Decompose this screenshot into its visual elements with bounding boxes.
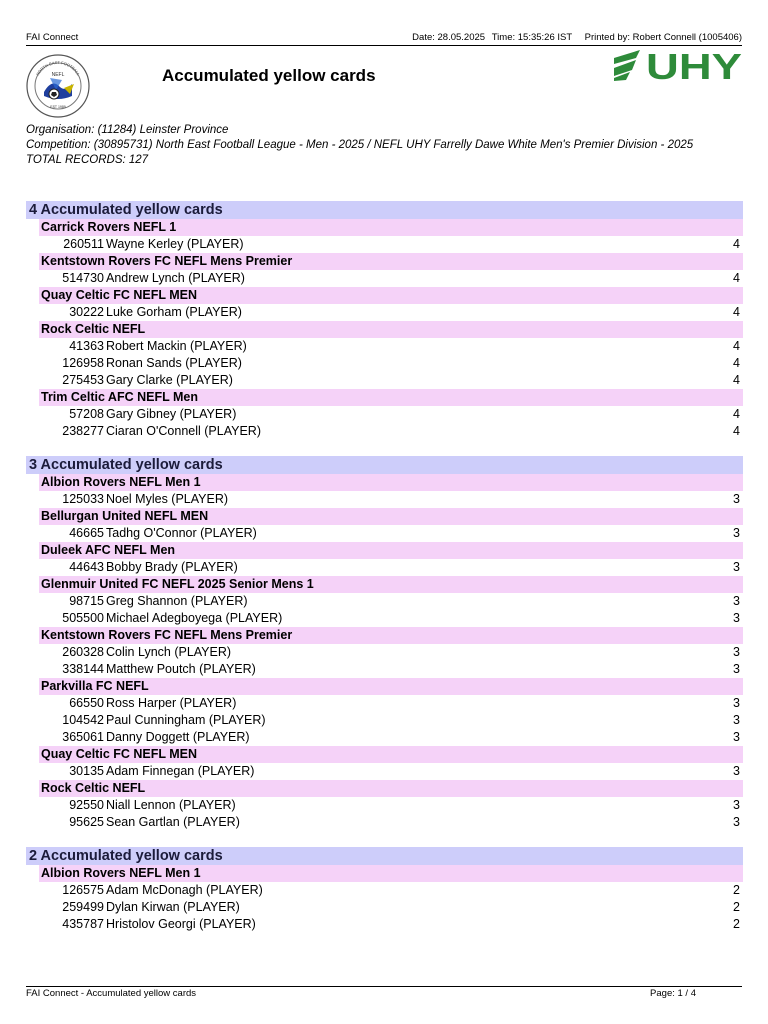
player-row	[26, 338, 743, 355]
player-row	[26, 372, 743, 389]
card-count: 3	[733, 560, 740, 574]
player-row	[26, 491, 743, 508]
player-row	[26, 525, 743, 542]
player-name: Luke Gorham (PLAYER)	[106, 305, 242, 319]
player-id: 92550	[69, 798, 104, 812]
player-row	[26, 899, 743, 916]
card-count: 3	[733, 713, 740, 727]
player-row	[26, 882, 743, 899]
player-row	[26, 355, 743, 372]
player-name: Greg Shannon (PLAYER)	[106, 594, 248, 608]
player-name: Dylan Kirwan (PLAYER)	[106, 900, 240, 914]
player-name: Danny Doggett (PLAYER)	[106, 730, 250, 744]
card-count: 4	[733, 339, 740, 353]
player-id: 365061	[62, 730, 104, 744]
page-title: Accumulated yellow cards	[162, 66, 376, 85]
player-id: 46665	[69, 526, 104, 540]
player-name: Paul Cunningham (PLAYER)	[106, 713, 266, 727]
player-row	[26, 236, 743, 253]
player-id: 30222	[69, 305, 104, 319]
report-info	[26, 123, 693, 168]
group-header: 2 Accumulated yellow cards	[26, 847, 743, 865]
total-records-line: TOTAL RECORDS: 127	[26, 154, 149, 166]
card-count: 2	[733, 917, 740, 931]
player-row	[26, 593, 743, 610]
card-count: 3	[733, 492, 740, 506]
card-group	[26, 201, 743, 440]
player-id: 44643	[69, 560, 104, 574]
player-id: 338144	[62, 662, 104, 676]
player-row	[26, 406, 743, 423]
group-header: 3 Accumulated yellow cards	[26, 456, 743, 474]
competition-line: Competition: (30895731) North East Football League - Men - 2025 / NEFL UHY Farrelly Dawe White Men's Premier Division - 2025	[26, 139, 694, 151]
player-id: 126958	[62, 356, 104, 370]
player-name: Gary Clarke (PLAYER)	[106, 373, 233, 387]
player-name: Ronan Sands (PLAYER)	[106, 356, 242, 370]
player-name: Wayne Kerley (PLAYER)	[106, 237, 244, 251]
player-id: 514730	[62, 271, 104, 285]
logo-center-text: NEFL	[51, 72, 65, 78]
team-header: Quay Celtic FC NEFL MEN	[39, 287, 743, 304]
team-header: Parkvilla FC NEFL	[39, 678, 743, 695]
player-name: Noel Myles (PLAYER)	[106, 492, 229, 506]
player-name: Michael Adegboyega (PLAYER)	[106, 611, 283, 625]
team-header: Rock Celtic NEFL	[39, 780, 743, 797]
player-row	[26, 695, 743, 712]
print-meta	[408, 32, 742, 43]
uhy-wordmark: UHY	[646, 48, 742, 82]
team-header: Kentstown Rovers FC NEFL Mens Premier	[39, 253, 743, 270]
player-id: 260511	[63, 237, 104, 251]
card-count: 3	[733, 526, 740, 540]
organisation-line: Organisation: (11284) Leinster Province	[26, 124, 229, 136]
player-name: Niall Lennon (PLAYER)	[106, 798, 236, 812]
player-name: Gary Gibney (PLAYER)	[106, 407, 237, 421]
card-count: 4	[733, 356, 740, 370]
player-id: 260328	[62, 645, 104, 659]
team-header: Rock Celtic NEFL	[39, 321, 743, 338]
player-row	[26, 916, 743, 933]
player-name: Bobby Brady (PLAYER)	[106, 560, 238, 574]
player-row	[26, 304, 743, 321]
card-count: 3	[733, 611, 740, 625]
card-count: 4	[733, 305, 740, 319]
team-header: Trim Celtic AFC NEFL Men	[39, 389, 743, 406]
player-name: Matthew Poutch (PLAYER)	[106, 662, 256, 676]
team-header: Carrick Rovers NEFL 1	[39, 219, 743, 236]
player-name: Ross Harper (PLAYER)	[106, 696, 237, 710]
player-name: Hristolov Georgi (PLAYER)	[106, 917, 256, 931]
player-row	[26, 644, 743, 661]
player-row	[26, 814, 743, 831]
player-name: Andrew Lynch (PLAYER)	[106, 271, 245, 285]
logo-est-text: EST 1989	[50, 105, 66, 109]
card-count: 3	[733, 696, 740, 710]
card-count: 3	[733, 594, 740, 608]
team-header: Duleek AFC NEFL Men	[39, 542, 743, 559]
player-id: 126575	[62, 883, 104, 897]
card-group	[26, 456, 743, 831]
print-date: Date: 28.05.2025	[412, 32, 486, 43]
player-id: 125033	[62, 492, 104, 506]
player-name: Ciaran O'Connell (PLAYER)	[106, 424, 261, 438]
report-body	[26, 201, 743, 949]
player-name: Adam McDonagh (PLAYER)	[106, 883, 263, 897]
player-id: 238277	[62, 424, 104, 438]
print-time: Time: 15:35:26 IST	[491, 32, 572, 43]
player-id: 41363	[69, 339, 104, 353]
card-group	[26, 847, 743, 933]
player-name: Tadhg O'Connor (PLAYER)	[106, 526, 257, 540]
top-divider	[26, 45, 742, 46]
top-bar	[26, 32, 742, 44]
card-count: 3	[733, 764, 740, 778]
card-count: 3	[733, 662, 740, 676]
card-count: 2	[733, 900, 740, 914]
card-count: 3	[733, 798, 740, 812]
card-count: 4	[733, 373, 740, 387]
printed-by: Printed by: Robert Connell (1005406)	[584, 32, 742, 43]
card-count: 4	[733, 424, 740, 438]
team-header: Albion Rovers NEFL Men 1	[39, 474, 743, 491]
footer-title: FAI Connect - Accumulated yellow cards	[26, 988, 197, 999]
player-id: 275453	[62, 373, 104, 387]
card-count: 3	[733, 815, 740, 829]
team-header: Albion Rovers NEFL Men 1	[39, 865, 743, 882]
player-row	[26, 559, 743, 576]
card-count: 4	[733, 237, 740, 251]
player-id: 95625	[69, 815, 104, 829]
player-row	[26, 270, 743, 287]
player-name: Adam Finnegan (PLAYER)	[106, 764, 255, 778]
player-row	[26, 729, 743, 746]
player-id: 259499	[62, 900, 104, 914]
bottom-divider	[26, 986, 742, 987]
player-row	[26, 797, 743, 814]
card-count: 4	[733, 407, 740, 421]
team-header: Bellurgan United NEFL MEN	[39, 508, 743, 525]
player-id: 98715	[69, 594, 104, 608]
uhy-leaf-icon	[614, 50, 640, 64]
team-header: Glenmuir United FC NEFL 2025 Senior Mens 1	[39, 576, 743, 593]
player-id: 435787	[62, 917, 104, 931]
player-id: 57208	[69, 407, 104, 421]
card-count: 3	[733, 730, 740, 744]
player-id: 104542	[62, 713, 104, 727]
player-name: Robert Mackin (PLAYER)	[106, 339, 247, 353]
player-row	[26, 661, 743, 678]
player-row	[26, 610, 743, 627]
player-id: 505500	[62, 611, 104, 625]
card-count: 3	[733, 645, 740, 659]
team-header: Kentstown Rovers FC NEFL Mens Premier	[39, 627, 743, 644]
page-number: Page: 1 / 4	[650, 988, 696, 999]
player-name: Sean Gartlan (PLAYER)	[106, 815, 240, 829]
player-row	[26, 712, 743, 729]
nefl-logo	[26, 54, 90, 118]
app-name: FAI Connect	[26, 32, 79, 43]
player-name: Colin Lynch (PLAYER)	[106, 645, 232, 659]
group-header: 4 Accumulated yellow cards	[26, 201, 743, 219]
card-count: 4	[733, 271, 740, 285]
uhy-logo	[612, 48, 744, 82]
player-id: 66550	[69, 696, 104, 710]
team-header: Quay Celtic FC NEFL MEN	[39, 746, 743, 763]
card-count: 2	[733, 883, 740, 897]
logo-ring-text: NORTH EAST FOOTBALL	[34, 59, 82, 77]
player-row	[26, 763, 743, 780]
player-id: 30135	[69, 764, 104, 778]
player-row	[26, 423, 743, 440]
